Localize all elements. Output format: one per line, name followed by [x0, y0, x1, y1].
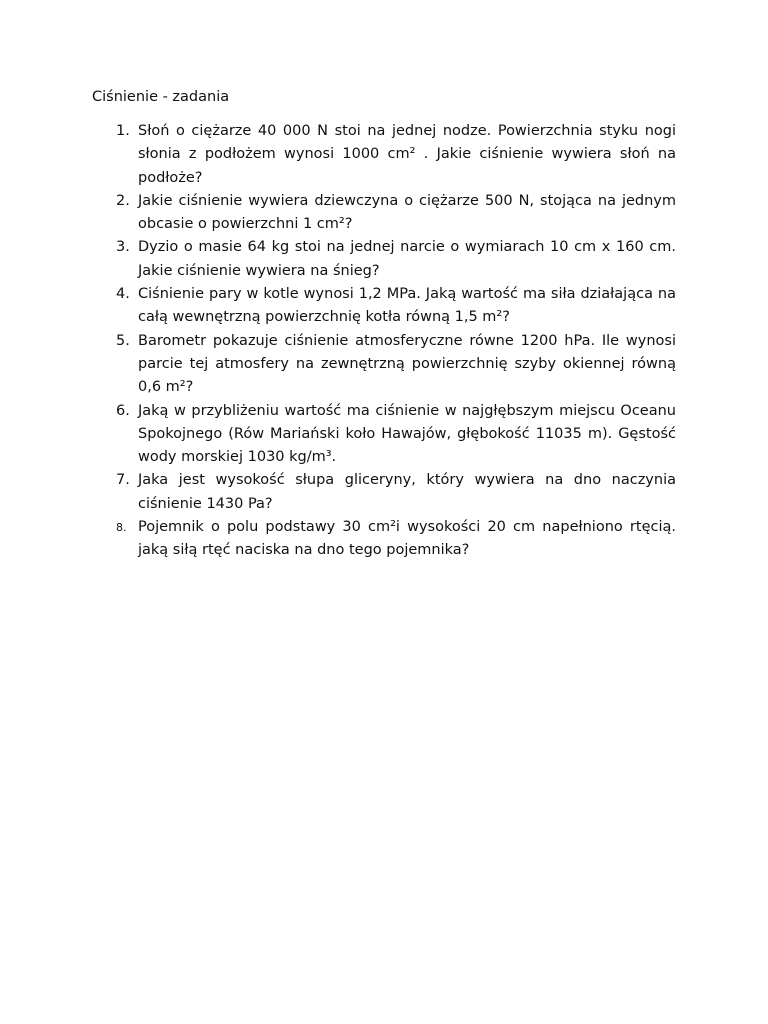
- task-number: 6.: [116, 402, 130, 419]
- task-number: 8.: [116, 521, 127, 535]
- task-text: Barometr pokazuje ciśnienie atmosferyczne równe 1200 hPa. Ile wynosi parcie tej atmosfery na zewnętrzną powierzchnię szyby okiennej równą 0,6 m²?: [138, 332, 676, 396]
- task-list: [92, 120, 676, 563]
- task-text: Jakie ciśnienie wywiera dziewczyna o ciężarze 500 N, stojąca na jednym obcasie o powierzchni 1 cm²?: [138, 192, 676, 233]
- task-item: [92, 400, 676, 470]
- task-number: 3.: [116, 239, 130, 256]
- task-text: Jaką w przybliżeniu wartość ma ciśnienie w najgłębszym miejscu Oceanu Spokojnego (Rów Mariański koło Hawajów, głębokość 11035 m). Gęstość wody morskiej 1030 kg/m³.: [138, 402, 676, 466]
- task-item: [92, 330, 676, 400]
- task-item: [92, 236, 676, 283]
- task-text: Słoń o ciężarze 40 000 N stoi na jednej nodze. Powierzchnia styku nogi słonia z podłożem wynosi 1000 cm² . Jakie ciśnienie wywiera słoń na podłoże?: [138, 123, 676, 186]
- task-text: Pojemnik o polu podstawy 30 cm²i wysokości 20 cm napełniono rtęcią. jaką siłą rtęć naciska na dno tego pojemnika?: [138, 519, 676, 559]
- task-number: 2.: [116, 192, 130, 209]
- task-item: [92, 120, 676, 190]
- task-item: [92, 516, 676, 563]
- task-number: 4.: [116, 286, 130, 303]
- task-text: Ciśnienie pary w kotle wynosi 1,2 MPa. Jaką wartość ma siła działająca na całą wewnętrzną powierzchnię kotła równą 1,5 m²?: [138, 286, 676, 326]
- task-item: [92, 283, 676, 330]
- task-text: Dyzio o masie 64 kg stoi na jednej narcie o wymiarach 10 cm x 160 cm. Jakie ciśnienie wywiera na śnieg?: [138, 239, 676, 279]
- task-item: [92, 469, 676, 516]
- task-number: 1.: [116, 123, 130, 139]
- document-title: Ciśnienie - zadania: [92, 89, 230, 105]
- task-text: Jaka jest wysokość słupa gliceryny, który wywiera na dno naczynia ciśnienie 1430 Pa?: [138, 472, 676, 512]
- task-item: [92, 190, 676, 237]
- task-number: 5.: [116, 332, 130, 349]
- task-number: 7.: [116, 472, 130, 489]
